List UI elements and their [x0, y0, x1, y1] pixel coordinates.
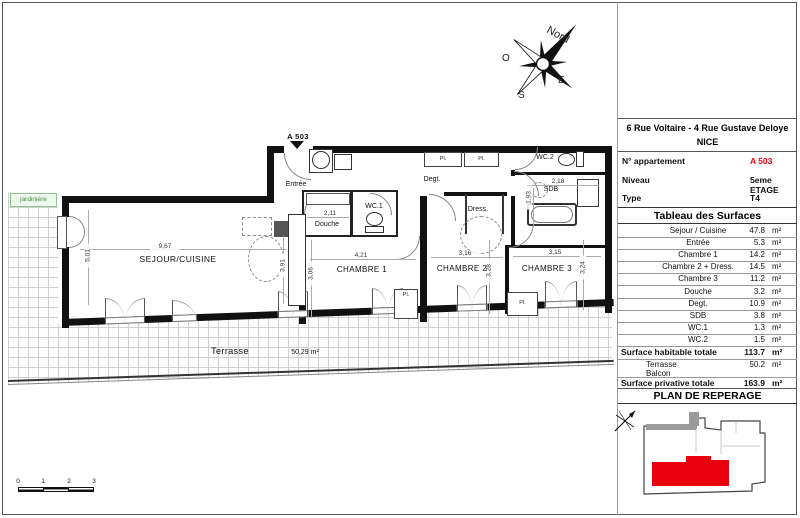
row-unit: m² [772, 274, 782, 284]
address-block [618, 118, 797, 152]
closet [424, 152, 462, 167]
room-label-sdb: SDB [543, 186, 559, 193]
closet [507, 292, 538, 316]
room-label-douche: Douche [314, 221, 340, 228]
row-unit: m² [772, 238, 782, 248]
wall-segment [420, 196, 427, 322]
annex-value: 50.2 [749, 359, 765, 369]
reperage-mini-plan [626, 406, 791, 508]
door-arc [561, 281, 577, 307]
annex-label: Terrasse [646, 359, 677, 369]
total-value: 113.7 [744, 347, 765, 357]
row-value: 14.5 [749, 262, 765, 272]
wall-segment [605, 146, 612, 313]
closet-label: Pl. [402, 292, 410, 298]
kitchen-counter [288, 214, 306, 306]
room-label-chambre1: CHAMBRE 1 [336, 265, 388, 274]
apartment-number-label: N° appartement [622, 156, 685, 166]
entrance-arrow-icon [290, 141, 304, 149]
building-hatch [689, 412, 699, 426]
row-label: Chambre 1 [678, 250, 718, 260]
scale-segment [68, 487, 94, 492]
info-row-type [618, 191, 797, 207]
entrance-tag: A 503 [287, 132, 309, 141]
annex-unit: m² [772, 359, 782, 369]
scale-tick-label: 0 [16, 478, 20, 485]
scale-segment [43, 487, 69, 492]
door-arc [284, 153, 311, 180]
wall-segment [313, 146, 612, 153]
entry-cabinet [334, 154, 352, 170]
closet [394, 289, 418, 319]
door-arc [457, 285, 472, 311]
door-arc [472, 285, 487, 311]
surfaces-table-title: Tableau des Surfaces [618, 207, 797, 224]
address-line2: NICE [696, 136, 719, 147]
dimension-label: 5,01 [85, 244, 92, 268]
room-label-degt: Degt. [423, 176, 441, 183]
row-unit: m² [772, 262, 782, 272]
bathroom-cabinet [577, 179, 599, 207]
info-row-niveau [618, 173, 797, 195]
row-label: SDB [689, 310, 707, 320]
row-value: 10.9 [749, 298, 765, 308]
terrace-label: Terrasse [211, 346, 249, 356]
closet-label: Pl. [478, 156, 485, 162]
room-label-dress: Dress. [467, 206, 489, 213]
mini-compass-icon [610, 406, 638, 434]
dimension-label: 3,06 [308, 262, 315, 286]
window-arc [69, 232, 85, 248]
door-arc [372, 288, 388, 314]
jardiniere-label [10, 193, 57, 207]
closet-label: Pl. [519, 300, 526, 306]
niveau-label: Niveau [622, 175, 650, 185]
total-unit: m² [772, 347, 783, 357]
row-unit: m² [772, 334, 782, 344]
row-value: 5.3 [753, 238, 765, 248]
total-label: Surface habitable totale [621, 347, 717, 357]
terrace-area-label: 50,29 m² [291, 349, 319, 356]
scale-bar [18, 478, 98, 494]
dimension-label: 3,16 [450, 250, 480, 257]
dimension-label: 1,93 [526, 186, 533, 210]
wall-segment [444, 192, 507, 196]
reperage-title: PLAN DE REPERAGE [618, 388, 797, 404]
room-label-wc1: WC.1 [365, 203, 383, 210]
dim-line [310, 259, 416, 260]
door-arc [125, 298, 145, 323]
wall-segment [62, 196, 274, 203]
row-label: Chambre 3 [678, 274, 718, 284]
scale-segment [18, 487, 44, 492]
room-label-sejour: SEJOUR/CUISINE [139, 254, 217, 264]
compass-south-label: S [518, 90, 525, 101]
dim-line [533, 188, 534, 226]
closet [464, 152, 499, 167]
address-line1: 6 Rue Voltaire - 4 Rue Gustave Deloye [626, 123, 789, 133]
toilet-icon [366, 212, 383, 226]
closet-label: Pl. [439, 156, 447, 162]
row-label: WC.1 [688, 322, 708, 332]
apartment-number-value: A 503 [750, 156, 773, 166]
dim-line [513, 256, 601, 257]
row-unit: m² [772, 310, 782, 320]
row-label: Degt. [688, 298, 708, 308]
door-arc [396, 236, 420, 260]
dimension-label: 3,28 [486, 259, 493, 283]
wall-segment [515, 172, 606, 175]
dimension-label: 9,67 [150, 243, 180, 250]
row-unit: m² [772, 322, 782, 332]
row-label: Entrée [686, 238, 710, 248]
door-arc [105, 298, 125, 323]
toilet-tank [576, 151, 584, 167]
row-value: 14.2 [749, 250, 765, 260]
wall-segment [267, 146, 284, 153]
row-label: Chambre 2 + Dress. [662, 262, 734, 272]
dim-line [80, 249, 286, 250]
row-value: 47.8 [749, 226, 765, 235]
row-label: Sejour / Cuisine [669, 226, 727, 235]
row-value: 1.3 [753, 322, 765, 332]
room-label-wc2: WC.2 [536, 154, 554, 161]
toilet-tank [365, 226, 384, 233]
row-label: WC.2 [688, 334, 708, 344]
scale-tick-label: 1 [41, 478, 45, 485]
row-value: 1.5 [753, 334, 765, 344]
wall-segment [62, 247, 69, 328]
row-label: Douche [684, 286, 712, 296]
building-hatch [646, 424, 696, 430]
row-unit: m² [772, 226, 782, 235]
row-value: 11.2 [750, 274, 765, 284]
type-value: T4 [750, 193, 760, 203]
info-row-apartment [618, 154, 797, 170]
row-unit: m² [772, 286, 782, 296]
scale-tick-label: 3 [92, 478, 96, 485]
info-panel [618, 2, 797, 515]
compass-north-label: Nord [544, 24, 572, 46]
dimension-label: 2,11 [317, 210, 343, 217]
door-arc [545, 281, 561, 307]
row-unit: m² [772, 250, 782, 260]
window-arc [69, 216, 85, 232]
niveau-value: 5eme ETAGE [750, 175, 779, 195]
wardrobe-icon [460, 216, 502, 254]
dimension-label: 2,18 [545, 178, 571, 185]
compass-west-label: O [502, 53, 510, 64]
jardiniere-text: jardinière [20, 196, 47, 203]
compass-east-label: E [558, 75, 565, 86]
annex-label: Balcon [646, 368, 671, 378]
shower-sink-icon [306, 193, 350, 205]
door-arc [172, 300, 196, 321]
kitchen-appliance [242, 217, 272, 236]
annex-row-terrasse [618, 359, 797, 368]
door-arc [429, 194, 456, 221]
dimension-label: 3,91 [280, 254, 287, 278]
row-value: 3.2 [753, 286, 765, 296]
scale-tick-label: 2 [67, 478, 71, 485]
total-unit: m² [772, 377, 783, 388]
wall-segment [62, 203, 69, 217]
room-label-chambre3: CHAMBRE 3 [521, 264, 573, 273]
wall-segment [502, 194, 504, 234]
dim-line [307, 217, 349, 218]
bathtub-inner [531, 206, 573, 223]
total-row-habitable [618, 346, 797, 360]
compass-icon [488, 6, 598, 111]
room-label-chambre2: CHAMBRE 2 [436, 264, 488, 273]
row-unit: m² [772, 298, 782, 308]
type-label: Type [622, 193, 642, 203]
room-label-entree: Entrée [285, 181, 307, 188]
window [57, 216, 67, 249]
row-value: 3.8 [753, 310, 765, 320]
total-label: Surface privative totale [621, 377, 715, 388]
dimension-label: 3,15 [540, 249, 570, 256]
water-heater-icon [312, 151, 330, 169]
wall-segment [267, 146, 274, 203]
dimension-label: 4,21 [346, 252, 376, 259]
wall-segment [505, 245, 606, 248]
dimension-label: 3,24 [580, 256, 587, 280]
total-value: 163.9 [743, 377, 765, 388]
